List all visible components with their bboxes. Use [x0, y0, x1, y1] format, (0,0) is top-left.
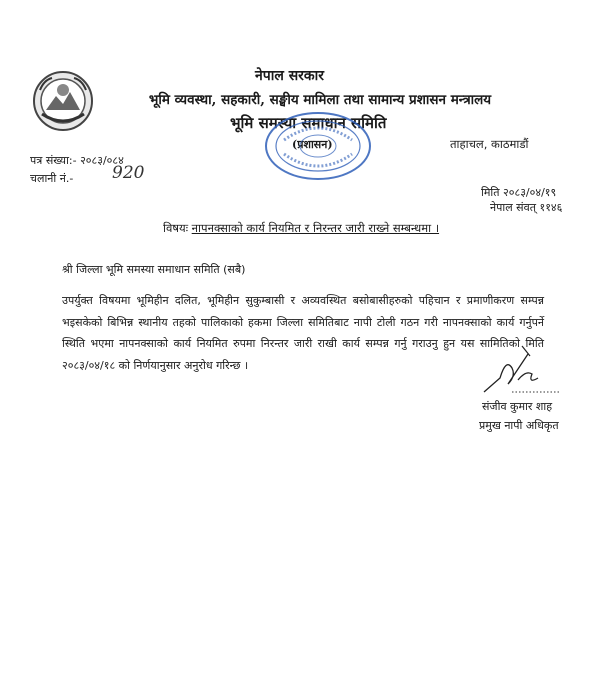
subject-line — [163, 221, 439, 236]
office-subtitle: (प्रशासन) — [292, 138, 333, 151]
ministry-title: भूमि व्यवस्था, सहकारी, सङ्घीय मामिला तथा सामान्य प्रशासन मन्त्रालय — [148, 92, 492, 108]
letter-body: उपर्युक्त विषयमा भूमिहीन दलित, भूमिहीन सुकुम्बासी र अव्यवस्थित बसोबासीहरुको पहिचान र प्रमाणीकरण सम्पन्न भइसकेको बिभिन्न स्थानीय तहको पालिकाको हकमा जिल्ला समितिबाट नापी टोली गठन गरी नापनक्साको कार्य गर्नुपर्ने स्थिति भएमा नापनक्साको कार्य नियमित रुपमा निरन्तर जारी राखी कार्य सम्पन्न गर्नु गराउनु हुन यस सामितिको मिति २०८३/०४/१८ को निर्णयानुसार अनुरोध गरिन्छ । — [62, 294, 544, 372]
nepal-emblem-icon — [32, 70, 94, 132]
office-title: भूमि समस्या समाधान समिति — [230, 114, 387, 132]
office-location: ताहाचल, काठमाडौं — [450, 137, 529, 151]
signatory-name: संजीव कुमार शाह — [482, 400, 553, 413]
subject-text: नापनक्साको कार्य नियमित र निरन्तर जारी राख्ने सम्बन्धमा । — [191, 221, 440, 235]
dispatch-number-value: 920 — [112, 163, 145, 183]
government-title: नेपाल सरकार — [255, 68, 325, 84]
nepal-sambat-date: नेपाल संवत् ११४६ — [490, 201, 563, 214]
letter-date: मिति २०८३/०४/१९ — [481, 186, 557, 199]
letter-number: पत्र संख्या:- २०८३/०८४ — [30, 154, 124, 167]
dispatch-number-label: चलानी नं.- — [30, 172, 74, 185]
addressee: श्री जिल्ला भूमि समस्या समाधान समिति (सबै) — [62, 263, 246, 276]
office-stamp-icon — [262, 110, 374, 182]
signature-icon — [472, 340, 562, 400]
signatory-designation: प्रमुख नापी अधिकृत — [479, 419, 559, 432]
subject-prefix: विषयः — [163, 221, 189, 235]
